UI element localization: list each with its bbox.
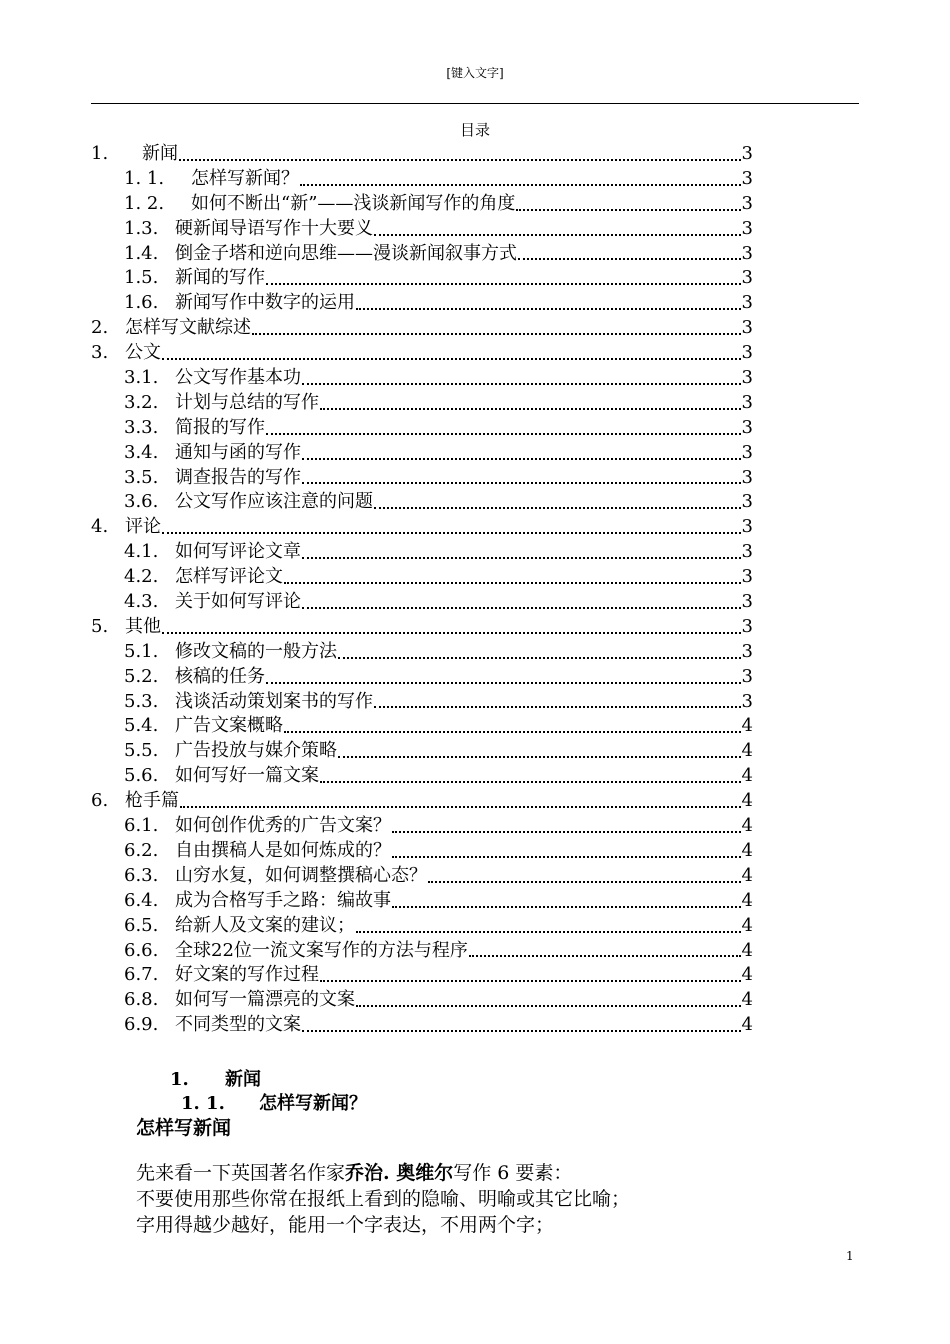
toc-entry-page: 3 [741,267,753,289]
toc-entry-number: 1. 1. [124,167,165,189]
toc-entry-page: 4 [741,815,753,837]
toc-entry-page: 3 [741,317,753,339]
section-heading-2 [181,1089,367,1115]
toc-dot-leader [252,333,741,335]
toc-entry-title: 怎样写新闻？ [191,167,299,189]
toc-entry-title: 如何不断出“新”——浅谈新闻写作的角度 [191,192,516,214]
toc-entry-number: 5.1. [124,640,159,662]
toc-entry-title: 公文 [125,342,161,364]
toc-entry-page: 3 [741,167,753,189]
toc-entry-page: 4 [741,740,753,762]
toc-entry-number: 5.6. [124,765,159,787]
toc-dot-leader [302,458,741,460]
toc-entry-title: 自由撰稿人是如何炼成的？ [175,839,391,861]
toc-entry-title: 浅谈活动策划案书的写作 [175,690,373,712]
toc-entry-page: 3 [741,690,753,712]
toc-entry-page: 3 [741,566,753,588]
toc-entry-title: 枪手篇 [125,790,179,812]
header-divider [91,103,859,104]
rule-item: 字用得越少越好，能用一个字表达，不用两个字； [136,1214,555,1236]
toc-dot-leader [374,706,741,708]
section-heading-2-title: 怎样写新闻？ [259,1093,367,1114]
page-number: 1 [846,1249,854,1263]
toc-entry-title: 如何写评论文章 [175,541,301,563]
toc-entry-page: 3 [741,466,753,488]
toc-entry-title: 新闻 [142,143,178,164]
toc-dot-leader [302,607,741,609]
toc-entry[interactable] [91,764,753,789]
toc-entry-page: 4 [741,939,753,961]
toc-dot-leader [302,557,741,559]
toc-entry-number: 6.9. [124,1014,159,1036]
toc-dot-leader [302,482,741,484]
table-of-contents [91,142,753,1038]
toc-entry-number: 6.1. [124,815,159,837]
toc-entry-number: 5.5. [124,740,159,762]
toc-dot-leader [284,731,741,733]
toc-entry-number: 1.3. [124,217,159,239]
toc-entry-title: 公文写作基本功 [175,367,301,389]
toc-entry-number: 6.3. [124,864,159,886]
toc-entry-number: 6.8. [124,989,159,1011]
toc-dot-leader [518,258,741,260]
toc-dot-leader [266,433,741,435]
section-heading-1 [170,1065,261,1091]
toc-dot-leader [284,582,741,584]
toc-entry-page: 3 [741,441,753,463]
author-name: 乔治. 奥维尔 [345,1162,454,1184]
toc-entry-number: 5.3. [124,690,159,712]
toc-entry-page: 4 [741,889,753,911]
toc-entry-title: 如何创作优秀的广告文案？ [175,815,391,837]
intro-text: 先来看一下英国著名作家 [136,1162,346,1184]
toc-entry-number: 6.2. [124,839,159,861]
toc-entry-page: 3 [741,640,753,662]
toc-entry-number: 3.5. [124,466,159,488]
toc-dot-leader [374,234,741,236]
toc-entry[interactable] [91,1013,753,1038]
toc-dot-leader [392,856,741,858]
toc-entry-title: 公文写作应该注意的问题 [175,491,373,513]
toc-dot-leader [320,781,741,783]
toc-entry-title: 计划与总结的写作 [175,391,319,413]
toc-entry-page: 3 [741,541,753,563]
toc-dot-leader [162,532,741,534]
toc-dot-leader [356,308,741,310]
toc-entry-title: 简报的写作 [175,416,265,438]
toc-entry-number: 6.7. [124,964,159,986]
toc-entry-title: 倒金子塔和逆向思维——漫谈新闻叙事方式 [175,242,517,264]
toc-entry-page: 4 [741,1014,753,1036]
toc-entry-number: 3.6. [124,491,159,513]
toc-dot-leader [180,806,741,808]
toc-entry-title: 新闻的写作 [175,267,265,289]
toc-dot-leader [392,906,741,908]
toc-entry[interactable] [91,665,753,690]
toc-dot-leader [302,1030,741,1032]
toc-entry-page: 3 [741,342,753,364]
toc-entry[interactable] [91,889,753,914]
toc-entry-title: 新闻写作中数字的运用 [175,292,355,314]
section-heading-1-number: 1. [170,1069,189,1090]
toc-entry-title: 调查报告的写作 [175,466,301,488]
toc-dot-leader [356,931,741,933]
toc-entry-page: 3 [741,242,753,264]
toc-entry[interactable] [91,490,753,515]
toc-entry-page: 3 [741,192,753,214]
toc-dot-leader [320,980,741,982]
section-heading-2-number: 1. 1. [181,1093,225,1114]
toc-entry-title: 广告投放与媒介策略 [175,740,337,762]
toc-entry[interactable] [91,291,753,316]
toc-entry-title: 全球22位一流文案写作的方法与程序 [175,939,468,961]
toc-entry-number: 4.3. [124,591,159,613]
toc-entry-title: 不同类型的文案 [175,1014,301,1036]
toc-dot-leader [162,358,741,360]
toc-entry[interactable] [91,217,753,242]
toc-dot-leader [266,682,741,684]
toc-entry-page: 3 [741,491,753,513]
toc-dot-leader [338,756,741,758]
toc-entry-title: 怎样写文献综述 [125,317,251,339]
toc-entry[interactable] [91,142,753,167]
toc-entry-number: 4.1. [124,541,159,563]
toc-entry-number: 1. [91,143,109,164]
article-title: 怎样写新闻 [136,1117,232,1139]
toc-dot-leader [392,831,741,833]
intro-text-end: 写作 6 要素： [453,1162,573,1184]
toc-entry[interactable] [91,739,753,764]
toc-entry-title: 其他 [125,615,161,637]
toc-entry[interactable] [91,466,753,491]
article-body [136,1160,856,1238]
toc-entry-number: 5.2. [124,665,159,687]
toc-entry-title: 山穷水复，如何调整撰稿心态？ [175,864,427,886]
toc-entry-title: 核稿的任务 [175,665,265,687]
toc-entry[interactable] [91,714,753,739]
toc-entry-number: 3. [91,342,109,364]
toc-entry-title: 修改文稿的一般方法 [175,640,337,662]
intro-paragraph [136,1160,856,1186]
toc-entry-number: 6. [91,790,109,812]
toc-entry[interactable] [91,391,753,416]
toc-entry[interactable] [91,839,753,864]
toc-entry-page: 3 [741,591,753,613]
toc-entry[interactable] [91,316,753,341]
toc-entry-page: 3 [741,615,753,637]
toc-entry[interactable] [91,242,753,267]
section-heading-1-title: 新闻 [225,1069,261,1090]
toc-entry-number: 1.4. [124,242,159,264]
toc-entry[interactable] [91,167,753,192]
toc-entry-number: 4.2. [124,566,159,588]
toc-dot-leader [179,159,741,161]
toc-entry-number: 1. 2. [124,192,165,214]
toc-dot-leader [428,881,741,883]
toc-dot-leader [162,632,741,634]
toc-entry[interactable] [91,864,753,889]
toc-entry-title: 通知与函的写作 [175,441,301,463]
toc-entry-number: 1.5. [124,267,159,289]
toc-entry-page: 4 [741,790,753,812]
toc-entry-number: 4. [91,516,109,538]
toc-entry-page: 4 [741,715,753,737]
toc-entry-number: 1.6. [124,292,159,314]
toc-entry-number: 3.3. [124,416,159,438]
toc-dot-leader [516,209,740,211]
toc-entry-title: 评论 [125,516,161,538]
toc-entry-page: 3 [741,416,753,438]
toc-entry-title: 广告文案概略 [175,715,283,737]
toc-entry-number: 6.5. [124,914,159,936]
toc-entry[interactable] [91,914,753,939]
toc-entry[interactable] [91,988,753,1013]
toc-entry-page: 4 [741,914,753,936]
toc-entry[interactable] [91,540,753,565]
toc-entry[interactable] [91,590,753,615]
toc-entry-number: 3.1. [124,367,159,389]
toc-entry-title: 怎样写评论文 [175,566,283,588]
toc-entry-page: 4 [741,989,753,1011]
toc-entry-title: 好文案的写作过程 [175,964,319,986]
toc-entry[interactable] [91,640,753,665]
toc-entry[interactable] [91,366,753,391]
toc-entry-page: 4 [741,839,753,861]
toc-entry-page: 4 [741,964,753,986]
toc-entry-number: 3.2. [124,391,159,413]
toc-dot-leader [374,507,741,509]
page-header: [键入文字] [446,66,504,80]
toc-entry[interactable] [91,515,753,540]
toc-entry[interactable] [91,192,753,217]
toc-entry[interactable] [91,939,753,964]
toc-dot-leader [302,383,741,385]
toc-entry-page: 3 [741,292,753,314]
toc-entry[interactable] [91,789,753,814]
toc-dot-leader [356,1005,741,1007]
toc-entry[interactable] [91,341,753,366]
toc-dot-leader [469,955,741,957]
toc-entry[interactable] [91,615,753,640]
toc-entry-page: 3 [741,217,753,239]
toc-dot-leader [338,657,741,659]
toc-entry-title: 给新人及文案的建议； [175,914,355,936]
toc-entry[interactable] [91,266,753,291]
toc-entry-page: 3 [741,665,753,687]
toc-dot-leader [300,184,741,186]
toc-entry-number: 6.6. [124,939,159,961]
toc-entry-page: 4 [741,765,753,787]
toc-dot-leader [266,283,741,285]
toc-entry-number: 6.4. [124,889,159,911]
toc-entry-page: 3 [741,367,753,389]
toc-entry[interactable] [91,814,753,839]
toc-entry-page: 3 [741,391,753,413]
toc-entry-number: 5.4. [124,715,159,737]
toc-entry[interactable] [91,690,753,715]
toc-entry-title: 硬新闻导语写作十大要义 [175,217,373,239]
toc-entry-title: 如何写一篇漂亮的文案 [175,989,355,1011]
toc-entry-title: 如何写好一篇文案 [175,765,319,787]
toc-dot-leader [320,408,741,410]
toc-entry-title: 成为合格写手之路：编故事 [175,889,391,911]
toc-entry-page: 4 [741,864,753,886]
toc-entry-page: 3 [741,516,753,538]
toc-entry-page: 3 [741,143,753,164]
toc-title: 目录 [459,121,490,139]
toc-entry-number: 3.4. [124,441,159,463]
toc-entry-number: 2. [91,317,109,339]
toc-entry[interactable] [91,565,753,590]
toc-entry-title: 关于如何写评论 [175,591,301,613]
toc-entry[interactable] [91,963,753,988]
rule-item: 不要使用那些你常在报纸上看到的隐喻、明喻或其它比喻； [136,1188,631,1210]
toc-entry[interactable] [91,416,753,441]
toc-entry[interactable] [91,441,753,466]
toc-entry-number: 5. [91,615,109,637]
